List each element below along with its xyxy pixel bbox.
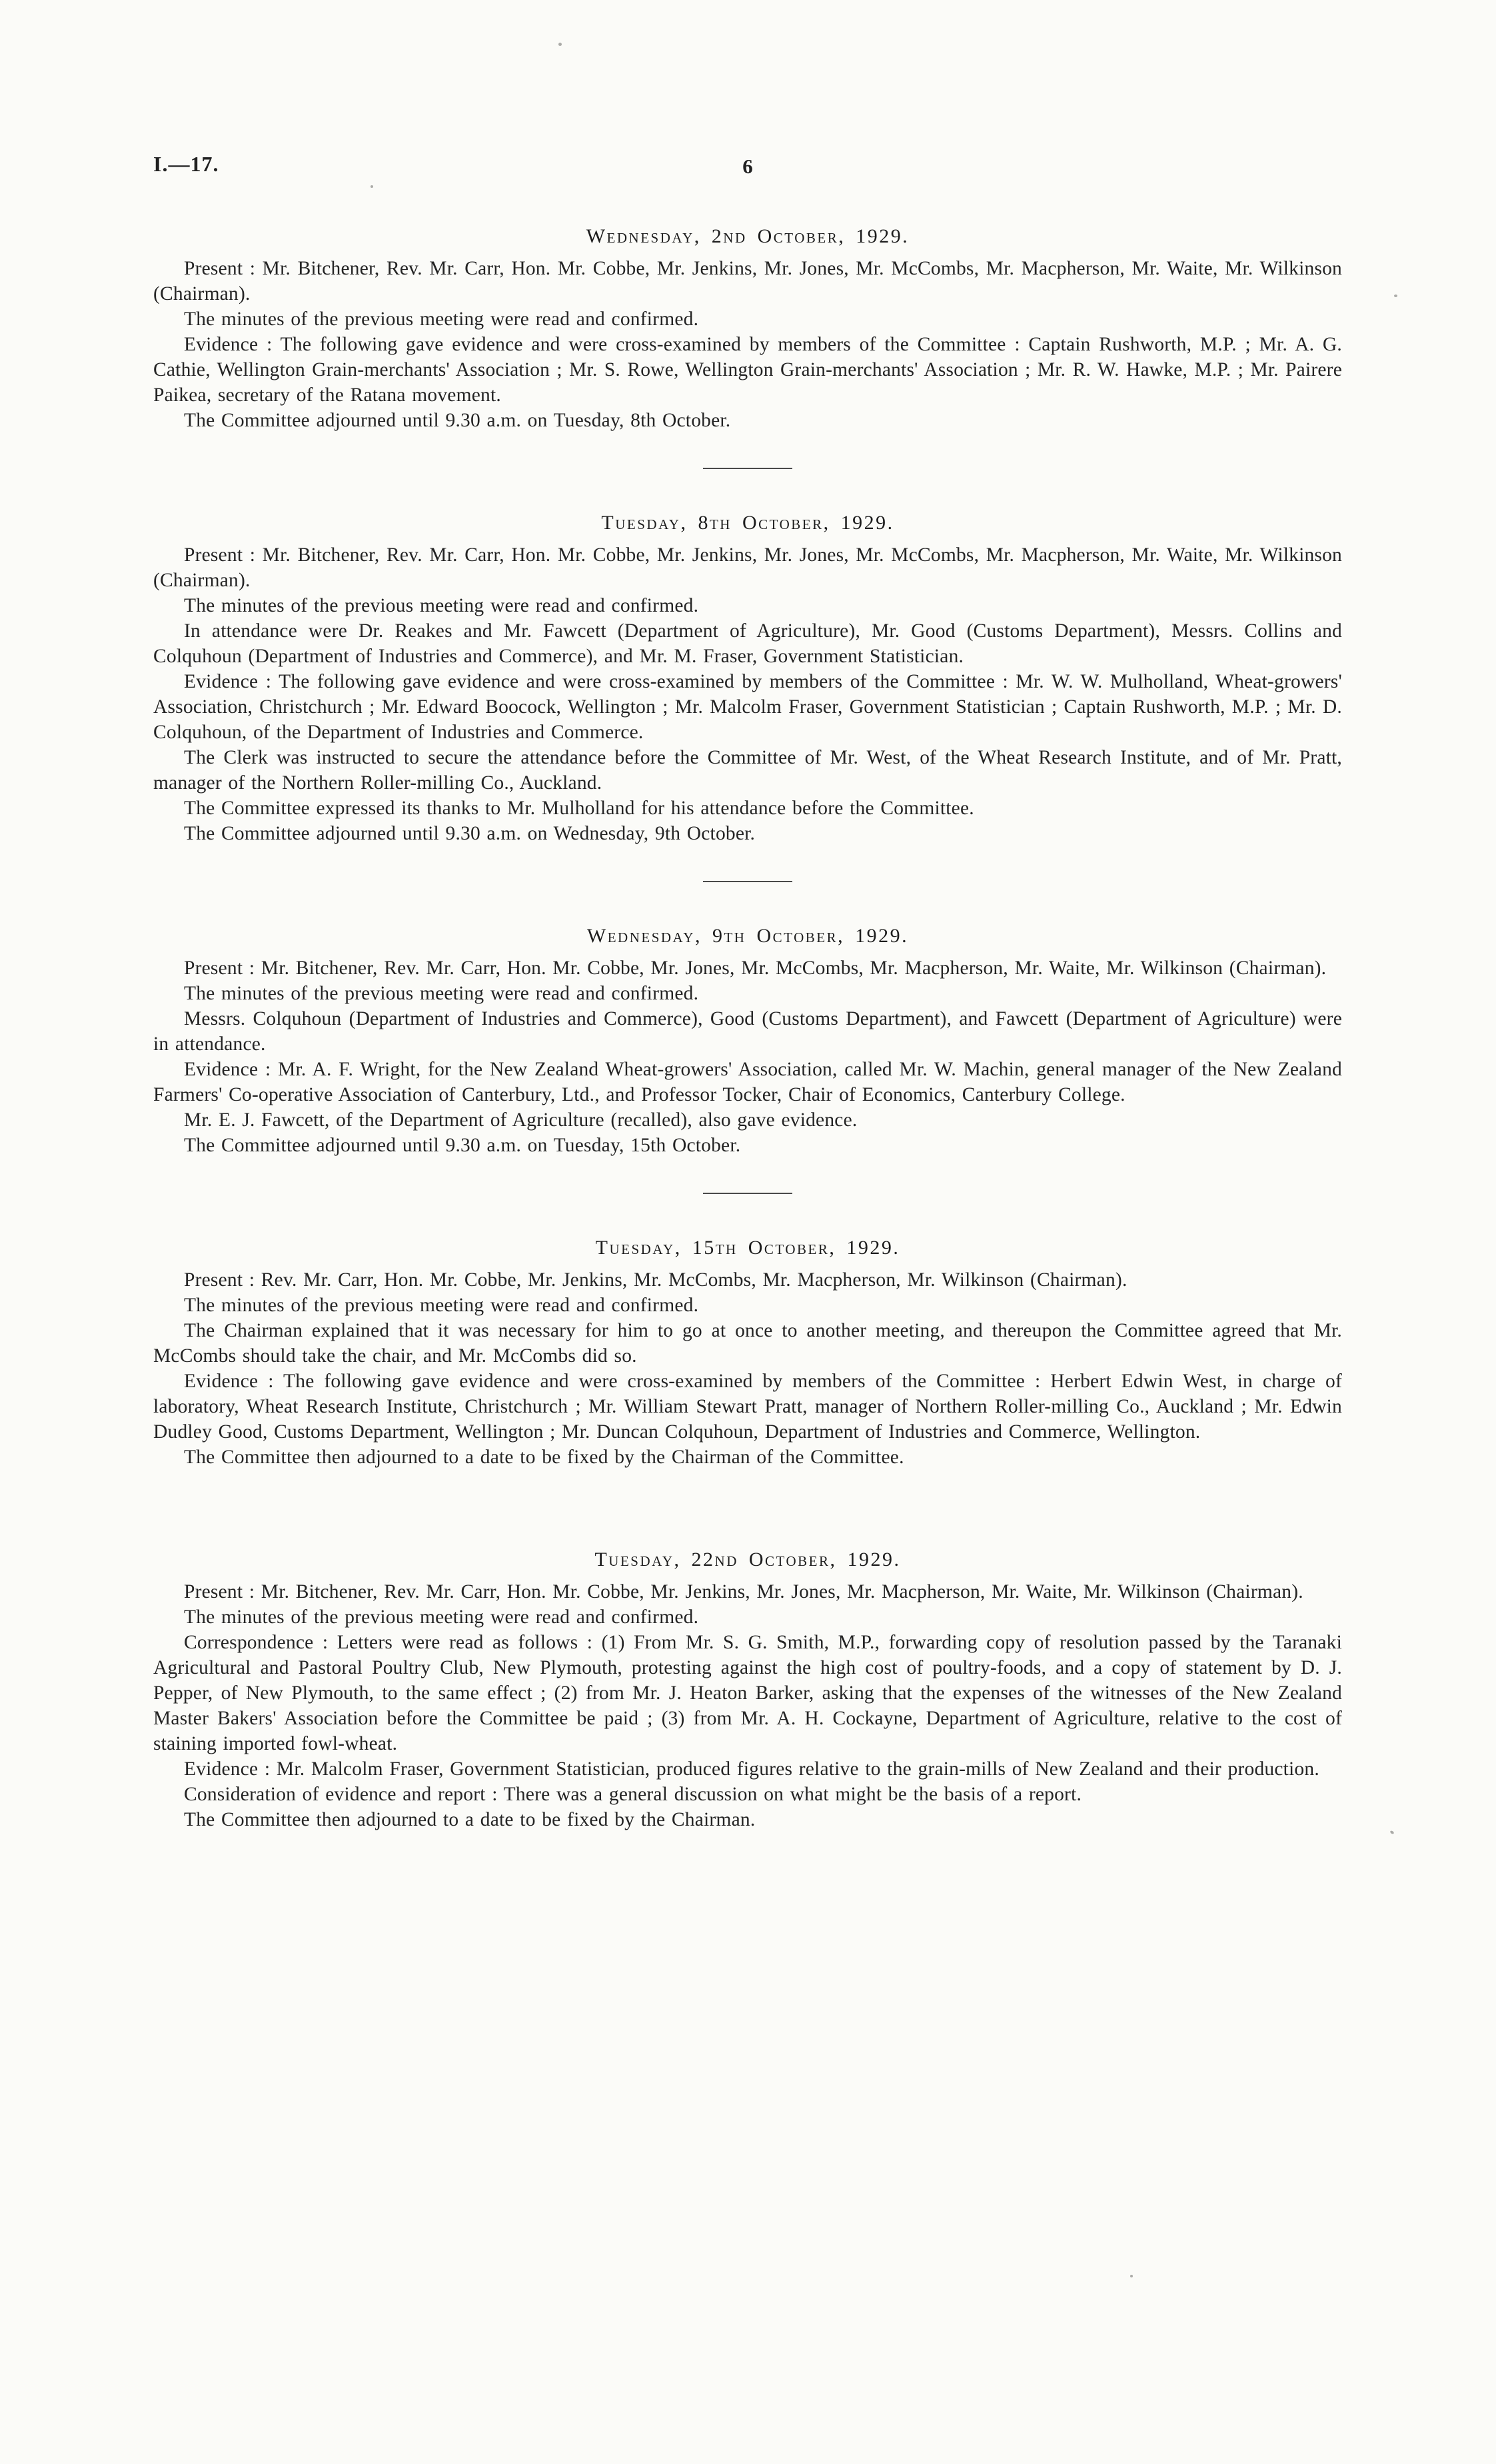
page-number: 6 — [742, 155, 753, 178]
paragraph-minutes: The minutes of the previous meeting were read and confirmed. — [184, 595, 699, 616]
meeting-heading: Tuesday, 8th October, 1929. — [601, 512, 894, 534]
scan-speck — [1394, 295, 1397, 297]
paragraph-correspondence: Correspondence : Letters were read as follows : (1) From Mr. S. G. Smith, M.P., forwarding copy of resolution passed by the Taranaki Agricultural and Pastoral Poultry Club, New Plymouth, protesting against the high cost of poultry-foods, and a copy of statement by D. J. Pepper, of New Plymouth, to the same effect ; (2) from Mr. J. Heaton Barker, asking that the expenses of the witnesses of the New Zealand Master Bakers' Association before the Committee be paid ; (3) from Mr. A. H. Cockayne, Department of Agriculture, relative to the cost of staining imported fowl-wheat. — [153, 1632, 1342, 1754]
paragraph-recalled: Mr. E. J. Fawcett, of the Department of Agriculture (recalled), also gave evidence. — [184, 1109, 858, 1131]
paragraph-adjourned: The Committee then adjourned to a date to be fixed by the Chairman. — [184, 1809, 756, 1830]
paragraph-present: Present : Mr. Bitchener, Rev. Mr. Carr, Hon. Mr. Cobbe, Mr. Jones, Mr. McCombs, Mr. Macpherson, Mr. Waite, Mr. Wilkinson (Chairman). — [184, 957, 1327, 979]
paragraph-consideration: Consideration of evidence and report : There was a general discussion on what might be the basis of a report. — [184, 1784, 1082, 1805]
paragraph-adjourned: The Committee adjourned until 9.30 a.m. on Wednesday, 9th October. — [184, 823, 756, 844]
paragraph-evidence: Evidence : The following gave evidence and were cross-examined by members of the Committee : Captain Rushworth, M.P. ; Mr. A. G. Cathie, Wellington Grain-merchants' Association ; Mr. S. Rowe, Wellington Grain-merchants' Association ; Mr. R. W. Hawke, M.P. ; Mr. Pairere Paikea, secretary of the Ratana movement. — [153, 334, 1342, 406]
meeting-section-oct22 — [153, 1548, 1342, 1832]
meeting-section-oct8 — [153, 512, 1342, 846]
paragraph-adjourned: The Committee adjourned until 9.30 a.m. on Tuesday, 15th October. — [184, 1135, 741, 1156]
section-divider — [703, 881, 792, 882]
scan-speck — [558, 43, 562, 46]
scan-speck — [1389, 1830, 1394, 1835]
paragraph-evidence: Evidence : The following gave evidence and were cross-examined by members of the Committee : Mr. W. W. Mulholland, Wheat-growers' Association, Christchurch ; Mr. Edward Boocock, Wellington ; Mr. Malcolm Fraser, Government Statistician ; Captain Rushworth, M.P. ; Mr. D. Colquhoun, of the Department of Industries and Commerce. — [153, 671, 1342, 743]
scan-speck — [1130, 2275, 1133, 2277]
section-divider — [703, 468, 792, 469]
paragraph-adjourned: The Committee then adjourned to a date to be fixed by the Chairman of the Committee. — [184, 1447, 904, 1468]
paragraph-attendance: Messrs. Colquhoun (Department of Industries and Commerce), Good (Customs Department), and Fawcett (Department of Agriculture) were in attendance. — [153, 1008, 1342, 1055]
paragraph-attendance: In attendance were Dr. Reakes and Mr. Fawcett (Department of Agriculture), Mr. Good (Customs Department), Messrs. Collins and Colquhoun (Department of Industries and Commerce), and Mr. M. Fraser, Government Statistician. — [153, 620, 1342, 667]
paragraph-minutes: The minutes of the previous meeting were read and confirmed. — [184, 308, 699, 330]
paragraph-adjourned: The Committee adjourned until 9.30 a.m. on Tuesday, 8th October. — [184, 410, 731, 431]
paragraph-chairman: The Chairman explained that it was necessary for him to go at once to another meeting, and thereupon the Committee agreed that Mr. McCombs should take the chair, and Mr. McCombs did so. — [153, 1320, 1342, 1367]
paragraph-evidence: Evidence : The following gave evidence and were cross-examined by members of the Committee : Herbert Edwin West, in charge of laboratory, Wheat Research Institute, Christchurch ; Mr. William Stewart Pratt, manager of Northern Roller-milling Co., Auckland ; Mr. Edwin Dudley Good, Customs Department, Wellington ; Mr. Duncan Colquhoun, Department of Industries and Commerce, Wellington. — [153, 1371, 1342, 1443]
paragraph-present: Present : Mr. Bitchener, Rev. Mr. Carr, Hon. Mr. Cobbe, Mr. Jenkins, Mr. Jones, Mr. McCombs, Mr. Macpherson, Mr. Waite, Mr. Wilkinson (Chairman). — [153, 544, 1342, 591]
paragraph-present: Present : Mr. Bitchener, Rev. Mr. Carr, Hon. Mr. Cobbe, Mr. Jenkins, Mr. Jones, Mr. Macpherson, Mr. Waite, Mr. Wilkinson (Chairman). — [184, 1581, 1303, 1602]
paragraph-minutes: The minutes of the previous meeting were read and confirmed. — [184, 983, 699, 1004]
section-gap — [153, 1470, 1342, 1548]
paragraph-clerk: The Clerk was instructed to secure the attendance before the Committee of Mr. West, of the Wheat Research Institute, and of Mr. Pratt, manager of the Northern Roller-milling Co., Auckland. — [153, 747, 1342, 794]
page-header — [153, 152, 1342, 184]
meeting-heading: Wednesday, 9th October, 1929. — [586, 925, 909, 947]
meeting-section-oct2 — [153, 225, 1342, 433]
paragraph-evidence: Evidence : Mr. A. F. Wright, for the New Zealand Wheat-growers' Association, called Mr. W. Machin, general manager of the New Zealand Farmers' Co-operative Association of Canterbury, Ltd., and Professor Tocker, Chair of Economics, Canterbury College. — [153, 1059, 1342, 1105]
meeting-heading: Wednesday, 2nd October, 1929. — [586, 225, 910, 247]
meeting-section-oct15 — [153, 1237, 1342, 1470]
paragraph-present: Present : Rev. Mr. Carr, Hon. Mr. Cobbe, Mr. Jenkins, Mr. McCombs, Mr. Macpherson, Mr. Wilkinson (Chairman). — [184, 1269, 1127, 1291]
meeting-heading: Tuesday, 22nd October, 1929. — [594, 1548, 901, 1570]
meeting-heading: Tuesday, 15th October, 1929. — [595, 1237, 900, 1259]
paragraph-thanks: The Committee expressed its thanks to Mr. Mulholland for his attendance before the Committee. — [184, 798, 974, 819]
section-divider — [703, 1193, 792, 1194]
document-reference: I.—17. — [153, 152, 219, 176]
paragraph-minutes: The minutes of the previous meeting were read and confirmed. — [184, 1606, 699, 1628]
meeting-section-oct9 — [153, 925, 1342, 1158]
paragraph-minutes: The minutes of the previous meeting were read and confirmed. — [184, 1295, 699, 1316]
document-page — [153, 152, 1342, 1832]
paragraph-present: Present : Mr. Bitchener, Rev. Mr. Carr, Hon. Mr. Cobbe, Mr. Jenkins, Mr. Jones, Mr. McCombs, Mr. Macpherson, Mr. Waite, Mr. Wilkinson (Chairman). — [153, 258, 1342, 305]
paragraph-evidence: Evidence : Mr. Malcolm Fraser, Government Statistician, produced figures relative to the grain-mills of New Zealand and their production. — [184, 1758, 1319, 1780]
